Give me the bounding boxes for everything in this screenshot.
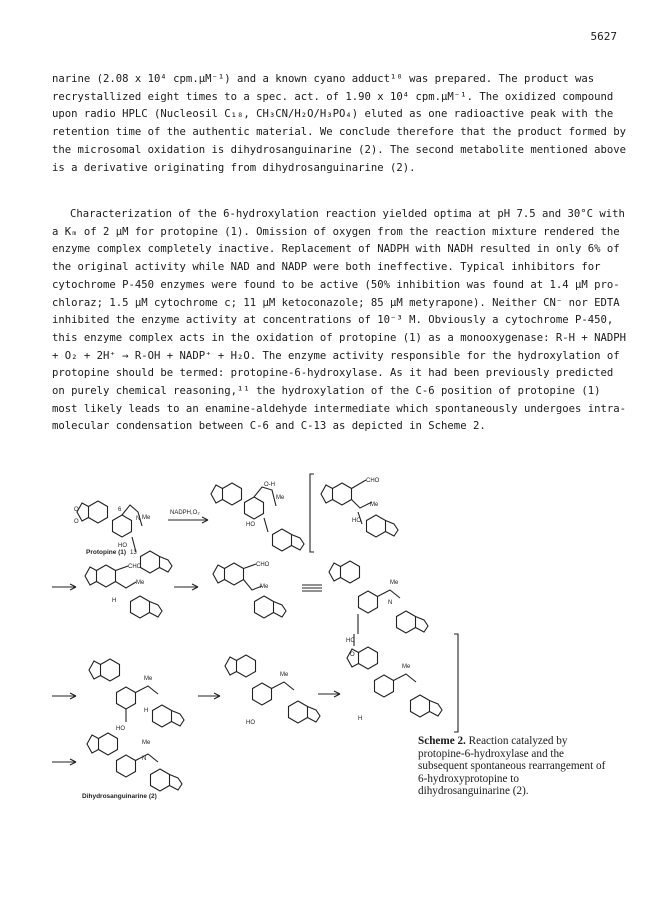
text-line: the microsomal oxidation is dihydrosanguinarine (2). The second metabolite mentioned above [52,143,627,156]
atom-label: HO [246,522,255,528]
atom-label: 6 [118,507,122,513]
structure-iminium-aldehyde [213,563,286,618]
atom-label: CHO [366,478,380,484]
text-line: Characterization of the 6-hydroxylation reaction yielded optima at pH 7.5 and 30°C with [70,208,625,220]
text-line: inhibited the enzyme activity at concentrations of 10⁻³ M. Obviously a cytochrome P-450, [52,314,614,327]
structure-dehydration-intermediate [347,647,442,717]
atom-label: HO [246,720,255,726]
atom-label: Me [136,580,145,586]
atom-label: Me [390,580,399,586]
atom-label: O [350,652,355,658]
atom-label: CHO [128,564,142,570]
paragraph-2 [52,206,627,436]
text-line: upon radio HPLC (Nucleosil C₁₈, CH₃CN/H₂O/H₃PO₄) eluted as one radioactive peak with the [52,108,614,121]
paragraph-1 [52,71,627,177]
structure-aldehyde-intermediate [321,480,398,537]
text-line: molecular condensation between C-6 and C-13 as depicted in Scheme 2. [52,420,486,433]
atom-label: Me [144,676,153,682]
atom-label: O-H [264,482,275,488]
atom-label: 13 [130,550,137,556]
text-line: enzyme complex completely inactive. Replacement of NADPH with NADH resulted in only 6% of [52,243,620,256]
text-line: cytochrome P-450 enzymes were found to be active (50% inhibition was found at 1.4 µM pro- [52,278,620,291]
atom-label: HO [352,518,361,524]
structure-cyclization-intermediate [329,561,428,646]
text-line: a Kₘ of 2 µM for protopine (1). Omission of oxygen from the reaction mixture rendered the [52,225,620,238]
atom-label: Me [142,515,151,521]
text-line: retention time of the authentic material. We conclude therefore that the product formed by [52,126,627,139]
atom-label: Me [276,495,285,501]
atom-label: N [388,600,393,606]
atom-label: O [74,519,79,525]
atom-label: O [74,507,79,513]
text-line: on purely chemical reasoning,¹¹ the hydroxylation of the C-6 position of protopine (1) [52,385,601,398]
reagent-label: NADPH,O₂ [170,510,200,516]
structure-6-hydroxyprotopine [211,483,304,551]
atom-label: N [142,756,147,762]
atom-label: Me [402,664,411,670]
text-line: chloraz; 1.5 µM cytochrome c; 11 µM ketoconazole; 85 µM metyrapone). Neither CN⁻ nor EDTA [52,296,620,309]
reaction-scheme [50,462,470,802]
atom-label: Me [260,584,269,590]
text-line: + O₂ + 2H⁺ → R-OH + NADP⁺ + H₂O. The enzyme activity responsible for the hydroxylation of [52,349,620,362]
dihydrosanguinarine-label: Dihydrosanguinarine (2) [82,793,157,800]
atom-label: CHO [256,562,270,568]
text-line: recrystallized eight times to a spec. act. of 1.90 x 10⁴ cpm.µM⁻¹. The oxidized compound [52,90,614,103]
atom-label: H [144,708,149,714]
atom-label: N [136,516,141,522]
atom-label: HC [346,638,355,644]
caption-label: Scheme 2. [418,735,466,747]
scheme-caption [418,735,613,798]
text-line: most likely leads to an enamine-aldehyde intermediate which spontaneously undergoes intra- [52,402,627,415]
caption-text: Reaction catalyzed by protopine-6-hydroxylase and the subsequent spontaneous rearrangement of 6-hydroxyprotopine to dihydrosanguinarine (2). [418,735,606,797]
text-line: the original activity while NAD and NADP were both ineffective. Typical inhibitors for [52,261,601,274]
atom-label: H [358,716,363,722]
text-line: is a derivative originating from dihydrosanguinarine (2). [52,161,416,174]
atom-label: HO [118,543,127,549]
structure-hydroxy-tetracycle-2 [225,655,320,723]
structure-hydroxy-tetracycle-1 [89,659,184,727]
text-line: protopine should be termed: protopine-6-hydroxylase. As it had been previously predicted [52,367,614,380]
protopine-label: Protopine (1) [86,549,127,556]
atom-label: Me [142,740,151,746]
atom-label: H [112,598,117,604]
atom-label: Me [280,672,289,678]
equilibrium-sign [302,585,322,591]
bracket-right [454,634,458,732]
atom-label: HO [116,726,125,732]
page-number: 5627 [590,30,617,43]
text-line: this enzyme complex acts in the oxidation of protopine (1) as a monooxygenase: R-H + NADPH [52,331,627,344]
text-line: narine (2.08 x 10⁴ cpm.µM⁻¹) and a known cyano adduct¹⁰ was prepared. The product was [52,73,595,85]
atom-label: Me [370,502,379,508]
structure-protopine [77,501,172,573]
structure-dihydrosanguinarine [87,733,182,791]
bracket-left [310,474,314,552]
